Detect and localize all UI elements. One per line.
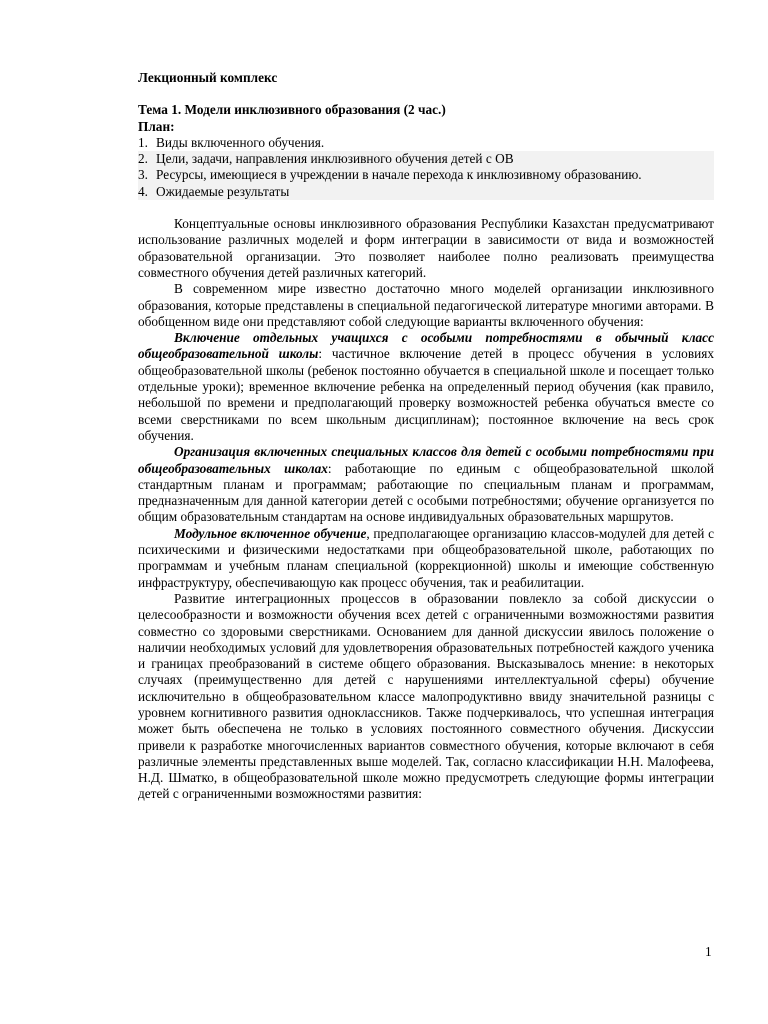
plan-item	[138, 151, 714, 167]
plan-item-number: 2.	[138, 151, 148, 167]
paragraph: Развитие интеграционных процессов в образовании повлекло за собой дискуссии о целесообразности и возможности обучения всех детей с ограниченными возможностями развития совместно со здоровыми сверстниками. Основанием для данной дискуссии явилось положение о наличии необходимых условий для удовлетворения образовательных потребностей каждого ученика и границах преобразований в системе общего образования. Высказывалось мнение: в некоторых случаях (преимущественно для детей с нарушениями интеллектуальной сферы) обучение исключительно в общеобразовательном классе малопродуктивно ввиду значительной разницы с уровнем когнитивного развития одноклассников. Также подчеркивалось, что успешная интеграция может быть обеспечена не только в условиях постоянного совместного обучения. Дискуссии привели к разработке многочисленных вариантов совместного обучения, которые включают в себя различные элементы представленных выше моделей. Так, согласно классификации Н.Н. Малофеева, Н.Д. Шматко, в общеобразовательной школе можно предусмотреть следующие формы интеграции детей с ограниченными возможностями развития:	[138, 590, 714, 802]
plan-label: План:	[138, 118, 175, 134]
plan-item-text: Ресурсы, имеющиеся в учреждении в начале перехода к инклюзивному образованию.	[156, 167, 642, 183]
plan-item-text: Цели, задачи, направления инклюзивного обучения детей с ОВ	[156, 151, 514, 167]
paragraph	[138, 330, 714, 444]
paragraph-text: : работающие по единым с общеобразовательной школой стандартным планам и программам; работающие по специальным планам и программам, предназначенным для данной категории детей с особыми потребностями; обучение организуется по общим образовательным стандартам на основе индивидуальных образовательных маршрутов.	[138, 460, 714, 525]
paragraph-text: : частичное включение детей в процесс обучения в условиях общеобразовательной школы (ребенок постоянно обучается в специальной школе и посещает только отдельные уроки); временное включение ребенка на определенный период обучения (как правило, небольшой по времени и предполагающий проверку возможностей ребенка обучаться вместе со всеми сверстниками по всем школьным дисциплинам); постоянное включение на весь срок обучения.	[138, 346, 714, 443]
page-content	[138, 70, 714, 803]
page-number: 1	[705, 944, 712, 959]
paragraph: Концептуальные основы инклюзивного образования Республики Казахстан предусматривают использование различных моделей и форм интеграции в зависимости от вида и возможностей образовательной организации. Это позволяет наиболее полно реализовать преимущества совместного обучения детей различных категорий.	[138, 216, 714, 280]
topic-title: Тема 1. Модели инклюзивного образования (2 час.)	[138, 102, 446, 118]
header-title: Лекционный комплекс	[138, 70, 278, 85]
plan-item	[138, 184, 714, 200]
paragraph-emphasis: Включение отдельных учащихся с особыми потребностями в обычный класс общеобразовательной школы	[138, 330, 714, 362]
plan-item-number: 3.	[138, 167, 148, 183]
paragraph: В современном мире известно достаточно много моделей организации инклюзивного образования, которые представлены в специальной педагогической литературе многими авторами. В обобщенном виде они представляют собой следующие варианты включенного обучения:	[138, 281, 714, 329]
paragraph	[138, 444, 714, 525]
paragraph	[138, 526, 714, 591]
plan-item	[138, 167, 714, 183]
paragraph-text: , предполагающее организацию классов-модулей для детей с психическими и физическими недостатками при общеобразовательной школе, работающих по программам и учебным планам специальной (коррекционной) школы и имеющие собственную инфраструктуру, обеспечивающую как процесс обучения, так и реабилитации.	[138, 525, 715, 590]
body-text	[138, 216, 714, 803]
plan-item-number: 4.	[138, 183, 148, 199]
plan-item-number: 1.	[138, 134, 148, 150]
plan-item	[138, 135, 714, 151]
paragraph-emphasis: Организация включенных специальных классов для детей с особыми потребностями при общеобразовательных школах	[138, 444, 714, 476]
paragraph-emphasis: Модульное включенное обучение	[174, 525, 367, 541]
plan-item-text: Ожидаемые результаты	[156, 183, 290, 199]
plan-item-text: Виды включенного обучения.	[156, 134, 325, 150]
plan-list	[138, 135, 714, 200]
